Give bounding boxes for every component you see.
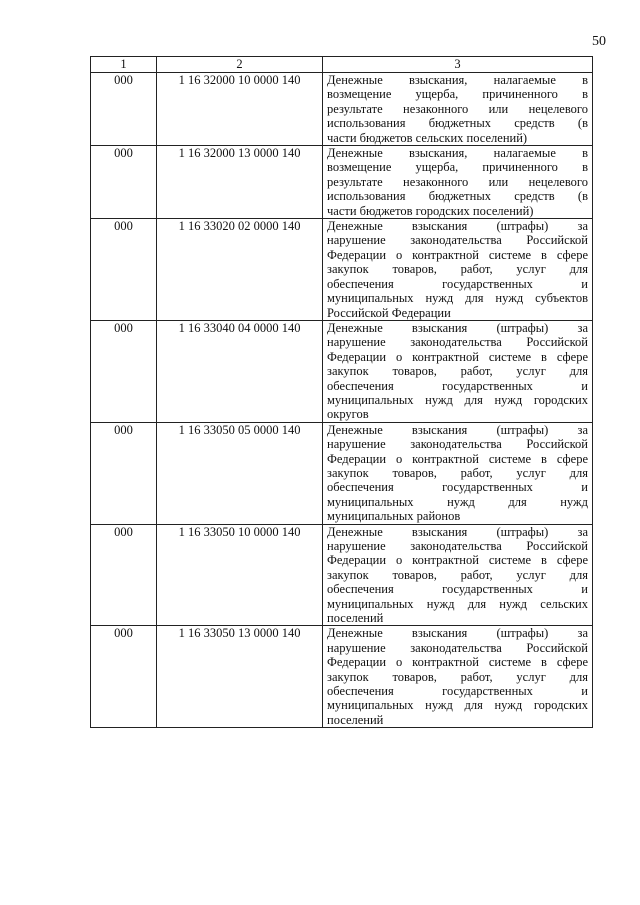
description-line: нарушение законодательства Российской <box>327 539 588 553</box>
page-number: 50 <box>592 34 606 49</box>
description-line: использования бюджетных средств (в <box>327 116 588 131</box>
table-row <box>91 320 593 422</box>
description-line: округов <box>327 407 369 422</box>
admin-code-cell: 000 <box>91 524 157 626</box>
description-line: обеспечения государственных и <box>327 684 588 699</box>
admin-code-cell: 000 <box>91 320 157 422</box>
description-line: Федерации о контрактной системе в сфере <box>327 655 588 670</box>
description-cell <box>323 73 593 146</box>
description-line: закупок товаров, работ, услуг для <box>327 567 588 582</box>
description-line: Федерации о контрактной системе в сфере <box>327 349 588 364</box>
description-line: обеспечения государственных и <box>327 378 588 393</box>
description-cell <box>323 626 593 728</box>
description-line: Денежные взыскания, налагаемые в <box>327 73 588 87</box>
description-line: обеспечения государственных и <box>327 276 588 291</box>
column-header-3: 3 <box>323 57 593 73</box>
admin-code-cell: 000 <box>91 73 157 146</box>
description-line: результате незаконного или нецелевого <box>327 101 588 116</box>
description-line: обеспечения государственных и <box>327 582 588 597</box>
budget-classification-code-cell: 1 16 33050 13 0000 140 <box>157 626 323 728</box>
description-line: возмещение ущерба, причиненного в <box>327 87 588 102</box>
description-line: обеспечения государственных и <box>327 480 588 495</box>
description-line: Денежные взыскания (штрафы) за <box>327 422 588 437</box>
table-row <box>91 219 593 321</box>
description-line: Денежные взыскания (штрафы) за <box>327 626 588 641</box>
admin-code-cell: 000 <box>91 626 157 728</box>
description-line: закупок товаров, работ, услуг для <box>327 364 588 379</box>
description-line: закупок товаров, работ, услуг для <box>327 465 588 480</box>
description-cell <box>323 219 593 321</box>
budget-classification-code-cell: 1 16 32000 10 0000 140 <box>157 73 323 146</box>
description-line: Федерации о контрактной системе в сфере <box>327 553 588 568</box>
admin-code-cell: 000 <box>91 422 157 524</box>
description-cell <box>323 320 593 422</box>
description-cell <box>323 524 593 626</box>
budget-codes-table <box>90 56 593 728</box>
description-line: Федерации о контрактной системе в сфере <box>327 451 588 466</box>
admin-code-cell: 000 <box>91 146 157 219</box>
description-line: Денежные взыскания, налагаемые в <box>327 146 588 161</box>
budget-classification-code-cell: 1 16 33050 05 0000 140 <box>157 422 323 524</box>
description-line: муниципальных нужд для нужд <box>327 494 588 509</box>
description-line: Российской Федерации <box>327 305 451 320</box>
budget-classification-code-cell: 1 16 33040 04 0000 140 <box>157 320 323 422</box>
description-line: муниципальных нужд для нужд субъектов <box>327 291 588 306</box>
description-line: муниципальных нужд для нужд сельских <box>327 596 588 611</box>
table-row <box>91 146 593 219</box>
table-row <box>91 73 593 146</box>
description-line: Федерации о контрактной системе в сфере <box>327 247 588 262</box>
description-line: нарушение законодательства Российской <box>327 640 588 655</box>
description-line: закупок товаров, работ, услуг для <box>327 669 588 684</box>
description-line: нарушение законодательства Российской <box>327 437 588 452</box>
description-line: части бюджетов городских поселений) <box>327 203 534 218</box>
description-line: Денежные взыскания (штрафы) за <box>327 524 588 539</box>
description-line: нарушение законодательства Российской <box>327 233 588 248</box>
description-cell <box>323 146 593 219</box>
description-line: части бюджетов сельских поселений) <box>327 130 528 145</box>
table-row <box>91 626 593 728</box>
description-line: Денежные взыскания (штрафы) за <box>327 219 588 234</box>
description-cell <box>323 422 593 524</box>
description-line: результате незаконного или нецелевого <box>327 174 588 189</box>
table-row <box>91 524 593 626</box>
description-line: закупок товаров, работ, услуг для <box>327 262 588 277</box>
description-line: Денежные взыскания (штрафы) за <box>327 320 588 335</box>
description-line: использования бюджетных средств (в <box>327 189 588 204</box>
table-header-row <box>91 57 593 73</box>
admin-code-cell: 000 <box>91 219 157 321</box>
description-line: возмещение ущерба, причиненного в <box>327 160 588 175</box>
description-line: нарушение законодательства Российской <box>327 335 588 350</box>
budget-classification-code-cell: 1 16 33020 02 0000 140 <box>157 219 323 321</box>
description-line: поселений <box>327 712 384 727</box>
description-line: поселений <box>327 611 384 626</box>
budget-classification-code-cell: 1 16 32000 13 0000 140 <box>157 146 323 219</box>
description-line: муниципальных районов <box>327 509 461 524</box>
table-row <box>91 422 593 524</box>
description-line: муниципальных нужд для нужд городских <box>327 392 588 407</box>
column-header-1: 1 <box>91 57 157 73</box>
column-header-2: 2 <box>157 57 323 73</box>
budget-classification-code-cell: 1 16 33050 10 0000 140 <box>157 524 323 626</box>
description-line: муниципальных нужд для нужд городских <box>327 698 588 713</box>
